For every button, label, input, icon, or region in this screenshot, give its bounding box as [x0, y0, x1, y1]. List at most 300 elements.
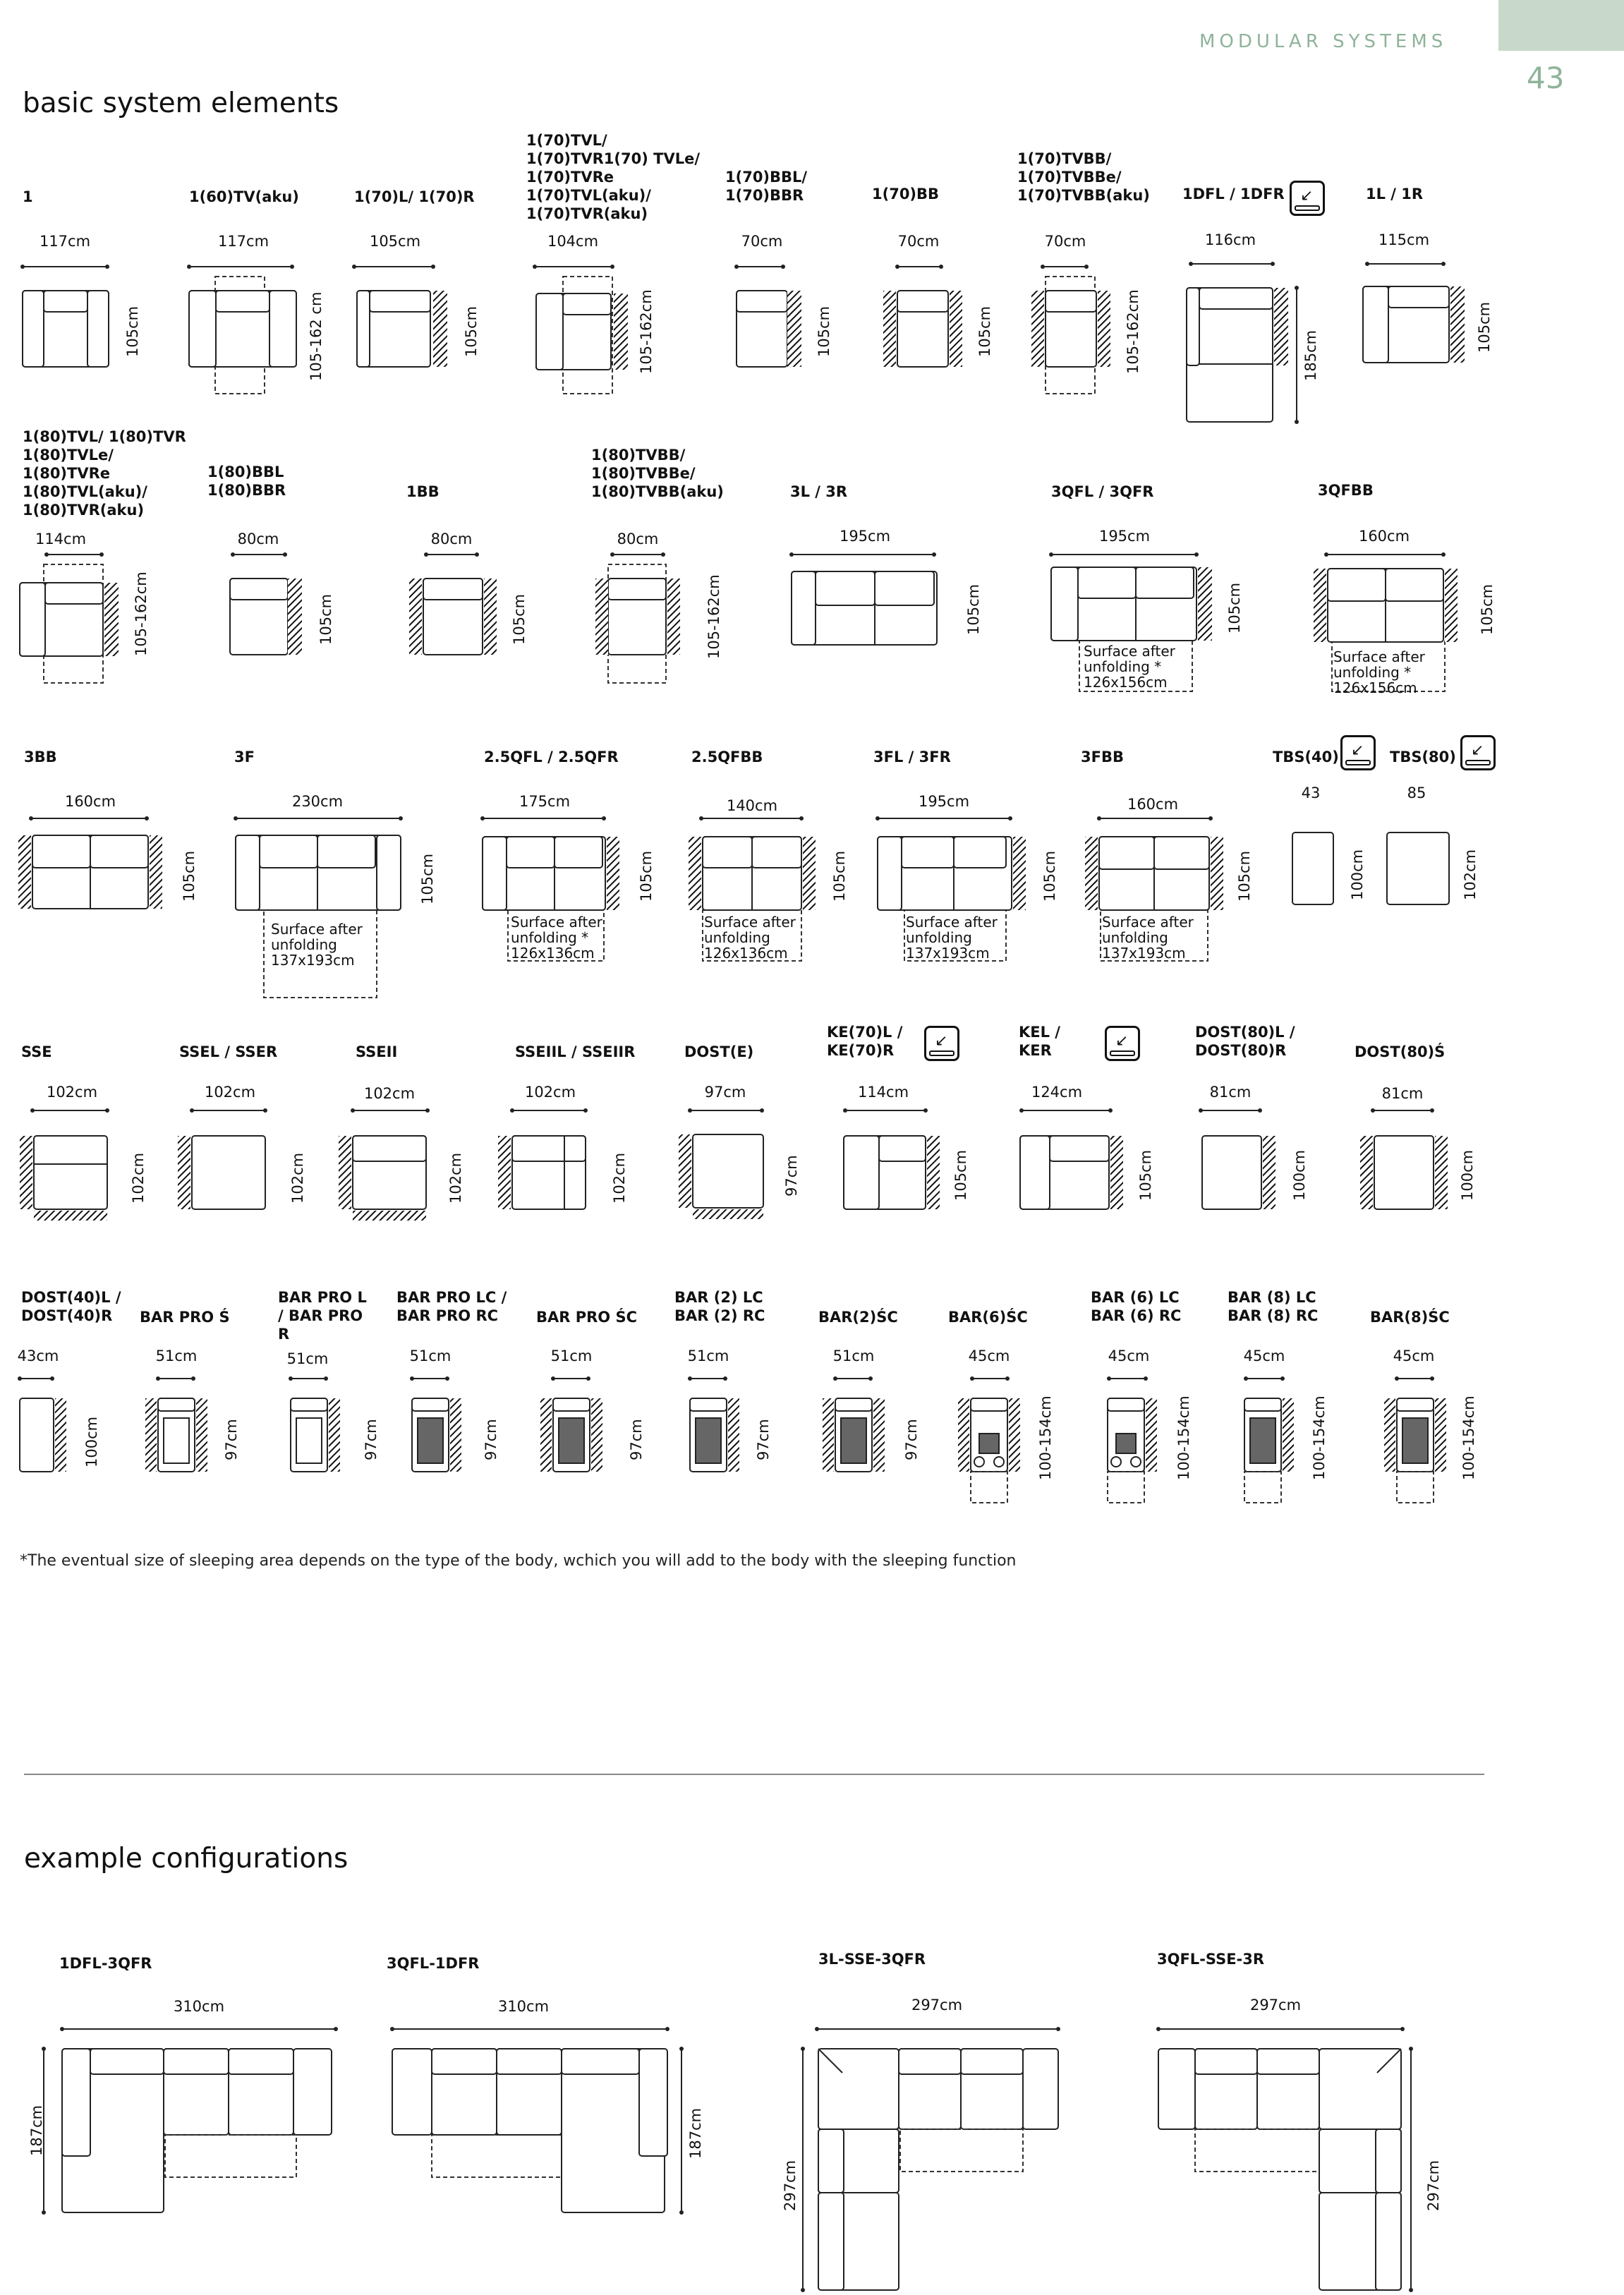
dimension-tick — [425, 1108, 430, 1113]
module-outline — [236, 835, 260, 910]
module-outline — [752, 837, 801, 868]
module-outline — [291, 1398, 327, 1411]
depth-dimension: 105cm — [181, 850, 198, 902]
element-label: DOST(E) — [684, 1043, 754, 1060]
element-label: BAR (2) LC BAR (2) RC — [674, 1289, 765, 1324]
dimension-tick — [1365, 262, 1369, 266]
dimension-tick — [105, 265, 109, 269]
width-dimension: 140cm — [726, 797, 778, 814]
open-side-hatch — [484, 579, 497, 655]
width-dimension: 70cm — [741, 233, 783, 250]
dimension-tick — [1189, 262, 1193, 266]
dimension-tick — [1005, 1376, 1010, 1381]
dimension-tick — [324, 1376, 328, 1381]
open-side-hatch — [1445, 569, 1458, 642]
bar-insert — [1402, 1418, 1428, 1463]
open-side-hatch — [1435, 1398, 1446, 1472]
sleeping-extension — [1397, 1472, 1434, 1503]
bar-insert — [696, 1418, 721, 1463]
width-dimension: 102cm — [524, 1084, 576, 1101]
dimension-tick — [105, 1108, 109, 1113]
dimension-tick — [1019, 1108, 1024, 1113]
element-label: 3FBB — [1081, 749, 1124, 765]
element-label: 3QFL / 3QFR — [1051, 483, 1154, 500]
surface-note: Surface after unfolding 137x193cm — [906, 914, 998, 962]
dimension-tick — [399, 816, 403, 820]
depth-dimension: 105cm — [1226, 582, 1243, 634]
dimension-tick — [187, 265, 191, 269]
sleeping-extension — [1108, 1472, 1144, 1503]
element-label: 1DFL / 1DFR — [1182, 186, 1285, 202]
footnote: *The eventual size of sleeping area depends on the type of the body, wchich you will add to the body with the sleeping function — [20, 1552, 1017, 1570]
depth-dimension: 102cm — [611, 1152, 628, 1204]
dimension-tick — [29, 816, 33, 820]
open-side-hatch — [409, 579, 422, 655]
sleep-function-icon: ↙ — [1460, 735, 1496, 770]
dimension-tick — [970, 1376, 974, 1381]
open-side-hatch — [614, 293, 628, 370]
width-dimension: 80cm — [237, 531, 279, 547]
module-outline — [1397, 1398, 1434, 1411]
dimension-tick — [234, 816, 238, 820]
width-dimension: 160cm — [1127, 796, 1179, 813]
dimension-tick — [1295, 420, 1299, 424]
width-dimension: 80cm — [617, 531, 659, 547]
open-side-hatch — [950, 291, 962, 367]
dimension-tick — [875, 816, 880, 820]
width-dimension: 81cm — [1209, 1084, 1252, 1101]
module-outline — [1374, 1136, 1434, 1209]
element-label: 3BB — [24, 749, 57, 765]
header-title: MODULAR SYSTEMS — [1199, 31, 1448, 52]
bar-insert — [559, 1418, 584, 1463]
width-dimension: 45cm — [1108, 1348, 1150, 1364]
element-label: 3QFL-1DFR — [387, 1955, 480, 1972]
dimension-tick — [352, 265, 356, 269]
sleeping-extension — [1244, 1472, 1281, 1503]
width-dimension: 70cm — [1044, 233, 1086, 250]
element-label: SSE — [21, 1043, 52, 1060]
element-label: 3L / 3R — [790, 483, 848, 500]
dimension-tick — [1194, 552, 1199, 557]
bar-insert — [1116, 1434, 1136, 1453]
module-outline — [1158, 2049, 1195, 2129]
dimension-tick — [1395, 1376, 1399, 1381]
dimension-tick — [410, 1376, 414, 1381]
dimension-tick — [610, 265, 614, 269]
element-label: 1(60)TV(aku) — [189, 188, 299, 205]
open-side-hatch — [1198, 567, 1212, 641]
sleeping-extension — [165, 2135, 296, 2177]
depth-dimension: 97cm — [483, 1419, 499, 1460]
module-outline — [536, 293, 563, 370]
dimension-tick — [843, 1108, 847, 1113]
sleep-function-icon: ↙ — [1290, 181, 1325, 216]
open-side-hatch — [1450, 286, 1465, 363]
module-outline — [23, 291, 44, 367]
open-side-hatch — [196, 1398, 207, 1472]
dimension-tick — [18, 1376, 22, 1381]
module-outline — [961, 2049, 1023, 2074]
module-outline — [562, 2049, 639, 2074]
module-outline — [899, 2049, 961, 2074]
element-label: BAR PRO Ś — [140, 1309, 230, 1326]
module-outline — [90, 2049, 164, 2074]
element-label: BAR(8)ŚC — [1370, 1309, 1450, 1326]
element-label: DOST(80)L / DOST(80)R — [1195, 1024, 1295, 1059]
bar-insert — [1250, 1418, 1275, 1463]
width-dimension: 45cm — [1243, 1348, 1285, 1364]
depth-dimension: 100cm — [1349, 849, 1366, 900]
element-label: 2.5QFBB — [691, 749, 763, 765]
width-dimension: 195cm — [839, 528, 891, 545]
dimension-tick — [351, 1108, 355, 1113]
width-dimension: 85 — [1407, 785, 1426, 801]
dimension-tick — [145, 816, 149, 820]
width-dimension: 175cm — [519, 793, 571, 810]
open-side-hatch — [1110, 1136, 1123, 1209]
module-outline — [555, 837, 602, 868]
open-side-hatch — [591, 1398, 602, 1472]
element-label: 3QFBB — [1318, 482, 1374, 499]
open-side-hatch — [20, 1136, 32, 1209]
dimension-tick — [156, 1376, 160, 1381]
sleeping-extension — [900, 2129, 1023, 2172]
dimension-tick — [895, 265, 899, 269]
module-outline — [1376, 2129, 1401, 2193]
depth-dimension: 105-162 cm — [308, 291, 325, 381]
module-outline — [879, 1136, 926, 1161]
surface-note: Surface after unfolding * 126x136cm — [511, 914, 602, 962]
open-side-hatch — [288, 579, 302, 655]
module-outline — [432, 2049, 497, 2074]
open-side-hatch — [607, 837, 619, 910]
dimension-tick — [815, 2027, 819, 2031]
dimension-tick — [586, 1376, 590, 1381]
width-dimension: 117cm — [39, 233, 91, 250]
dimension-tick — [699, 816, 703, 820]
width-dimension: 102cm — [204, 1084, 256, 1101]
open-side-hatch — [693, 1209, 763, 1219]
depth-dimension: 100cm — [1459, 1149, 1476, 1201]
dimension-tick — [551, 1376, 555, 1381]
dimension-tick — [510, 1108, 514, 1113]
dimension-tick — [1324, 552, 1328, 557]
dimension-tick — [190, 1108, 194, 1113]
module-outline — [1195, 2049, 1257, 2074]
dimension-tick — [480, 816, 485, 820]
module-outline — [737, 291, 787, 312]
module-outline — [1023, 2049, 1058, 2129]
module-outline — [553, 1398, 590, 1411]
element-label: 1(80)TVBB/ 1(80)TVBBe/ 1(80)TVBB(aku) — [591, 447, 724, 500]
section-title-examples: example configurations — [24, 1843, 349, 1875]
dimension-tick — [583, 1108, 588, 1113]
dimension-tick — [1400, 2027, 1405, 2031]
module-outline — [87, 291, 109, 367]
depth-dimension: 100-154cm — [1460, 1395, 1477, 1480]
dimension-tick — [1049, 552, 1053, 557]
element-label: BAR (6) LC BAR (6) RC — [1091, 1289, 1182, 1324]
width-dimension: 102cm — [363, 1085, 416, 1102]
open-side-hatch — [540, 1398, 552, 1472]
dimension-tick — [1271, 262, 1275, 266]
module-outline — [1257, 2049, 1319, 2074]
module-outline — [34, 1136, 107, 1209]
dimension-tick — [833, 1376, 837, 1381]
width-dimension: 45cm — [1393, 1348, 1435, 1364]
open-side-hatch — [787, 291, 801, 367]
open-side-hatch — [498, 1136, 511, 1209]
depth-dimension: 100-154cm — [1037, 1395, 1054, 1480]
width-dimension: 51cm — [409, 1348, 452, 1364]
element-label: 1(70)L/ 1(70)R — [354, 188, 475, 205]
module-outline — [897, 291, 948, 312]
depth-dimension: 105-162cm — [705, 574, 722, 659]
element-label: 3QFL-SSE-3R — [1157, 1951, 1265, 1968]
depth-dimension: 105cm — [511, 593, 528, 645]
dimension-tick — [263, 1108, 267, 1113]
width-dimension: 80cm — [430, 531, 473, 547]
open-side-hatch — [329, 1398, 340, 1472]
width-dimension: 230cm — [291, 793, 344, 810]
element-label: DOST(40)L / DOST(40)R — [21, 1289, 121, 1324]
module-outline — [189, 291, 216, 367]
element-label: 1(70)TVL/ 1(70)TVR1(70) TVLe/ 1(70)TVRe 1(70)TVL(aku)/ 1(70)TVR(aku) — [526, 132, 700, 222]
width-dimension: 43cm — [17, 1348, 59, 1364]
width-dimension: 115cm — [1378, 231, 1430, 248]
dimension-tick — [781, 265, 785, 269]
dimension-tick — [30, 1108, 35, 1113]
open-side-hatch — [150, 835, 162, 909]
width-dimension: 51cm — [550, 1348, 593, 1364]
dimension-tick — [723, 1376, 727, 1381]
dimension-tick — [283, 552, 287, 557]
open-side-hatch — [728, 1398, 739, 1472]
module-outline — [563, 293, 611, 315]
depth-dimension: 297cm — [1425, 2160, 1442, 2211]
open-side-hatch — [55, 1398, 66, 1472]
element-label: BAR PRO ŚC — [536, 1309, 638, 1326]
module-outline — [1387, 832, 1449, 904]
element-label: BAR(6)ŚC — [948, 1309, 1028, 1326]
dimension-tick — [475, 552, 479, 557]
dimension-tick — [801, 2288, 805, 2292]
module-outline — [20, 583, 45, 656]
open-side-hatch — [595, 579, 608, 655]
element-label: 1(80)TVL/ 1(80)TVR 1(80)TVLe/ 1(80)TVRe 1(80)TVL(aku)/ 1(80)TVR(aku) — [23, 428, 186, 519]
dimension-tick — [424, 552, 428, 557]
module-outline — [216, 291, 269, 312]
module-outline — [816, 571, 875, 605]
depth-dimension: 187cm — [687, 2107, 704, 2159]
module-outline — [1154, 837, 1209, 869]
bar-insert — [296, 1418, 322, 1463]
dimension-tick — [44, 552, 49, 557]
open-side-hatch — [958, 1398, 969, 1472]
dimension-tick — [1107, 1376, 1111, 1381]
depth-dimension: 100cm — [1291, 1149, 1308, 1201]
dimension-tick — [679, 2047, 684, 2051]
depth-dimension: 105cm — [965, 583, 982, 635]
depth-dimension: 105cm — [638, 850, 655, 902]
module-outline — [1078, 567, 1136, 598]
open-side-hatch — [689, 837, 701, 910]
surface-note: Surface after unfolding 137x193cm — [271, 921, 363, 969]
open-side-hatch — [1283, 1398, 1294, 1472]
cup-holder — [1111, 1457, 1121, 1467]
dimension-tick — [290, 265, 294, 269]
open-side-hatch — [18, 835, 31, 909]
open-side-hatch — [1211, 837, 1223, 910]
width-dimension: 160cm — [64, 793, 116, 810]
element-label: 3FL / 3FR — [873, 749, 951, 765]
dimension-tick — [679, 2210, 684, 2215]
sleeping-extension — [971, 1472, 1007, 1503]
element-label: 1(80)BBL 1(80)BBR — [207, 464, 286, 499]
open-side-hatch — [883, 291, 896, 367]
module-outline — [1202, 1136, 1261, 1209]
open-side-hatch — [667, 579, 680, 655]
dimension-tick — [868, 1376, 873, 1381]
surface-note: Surface after unfolding * 126x156cm — [1333, 648, 1425, 696]
element-label: SSEIIL / SSEIIR — [515, 1043, 636, 1060]
element-label: 1(70)BBL/ 1(70)BBR — [725, 169, 808, 204]
dimension-tick — [390, 2027, 394, 2031]
depth-dimension: 105-162cm — [638, 289, 655, 374]
module-outline — [693, 1134, 763, 1208]
element-label: KE(70)L / KE(70)R — [827, 1024, 903, 1059]
surface-note: Surface after unfolding * 126x156cm — [1084, 643, 1175, 691]
dimension-tick — [99, 552, 104, 557]
module-outline — [1020, 1136, 1050, 1209]
open-side-hatch — [145, 1398, 157, 1472]
module-outline — [62, 2049, 90, 2156]
width-dimension: 310cm — [497, 1998, 550, 2015]
dimension-tick — [50, 1376, 54, 1381]
dimension-tick — [1084, 265, 1089, 269]
sleep-function-icon: ↙ — [924, 1026, 959, 1061]
dimension-tick — [1441, 552, 1446, 557]
dimension-tick — [1008, 816, 1012, 820]
module-outline — [45, 583, 103, 604]
depth-dimension: 102cm — [130, 1152, 147, 1204]
sleep-function-icon: ↙ — [1105, 1026, 1140, 1061]
depth-dimension: 105cm — [952, 1149, 969, 1201]
depth-dimension: 105cm — [1476, 301, 1493, 353]
page-number: 43 — [1527, 61, 1565, 95]
module-outline — [1376, 2193, 1401, 2290]
open-side-hatch — [803, 837, 816, 910]
depth-dimension: 105-162cm — [133, 571, 150, 656]
width-dimension: 97cm — [704, 1084, 746, 1101]
module-outline — [1046, 291, 1096, 312]
dimension-tick — [665, 2027, 669, 2031]
dimension-tick — [1441, 262, 1446, 266]
module-outline — [639, 2049, 667, 2156]
module-outline — [229, 2049, 293, 2074]
module-outline — [875, 571, 934, 605]
width-dimension: 297cm — [1249, 1997, 1302, 2014]
module-outline — [44, 291, 87, 312]
module-outline — [818, 2129, 844, 2193]
element-label: TBS(80) — [1390, 749, 1456, 765]
dimension-tick — [334, 2027, 338, 2031]
depth-dimension: 105cm — [816, 305, 832, 357]
module-outline — [412, 1398, 449, 1411]
dimension-tick — [1199, 1108, 1203, 1113]
module-outline — [353, 1136, 426, 1161]
module-outline — [792, 571, 816, 645]
dimension-tick — [760, 1108, 764, 1113]
module-outline — [1099, 837, 1154, 869]
width-dimension: 116cm — [1204, 231, 1256, 248]
module-outline — [690, 1398, 727, 1411]
open-side-hatch — [353, 1211, 426, 1221]
surface-note: Surface after unfolding 137x193cm — [1102, 914, 1194, 962]
element-label: SSEII — [356, 1043, 398, 1060]
depth-dimension: 105cm — [124, 305, 141, 357]
open-side-hatch — [1435, 1136, 1448, 1209]
depth-dimension: 105cm — [419, 853, 436, 904]
module-outline — [954, 837, 1006, 868]
module-outline — [703, 837, 752, 868]
open-side-hatch — [873, 1398, 885, 1472]
module-outline — [1187, 288, 1199, 365]
open-side-hatch — [1098, 291, 1110, 367]
width-dimension: 160cm — [1358, 528, 1410, 545]
width-dimension: 51cm — [687, 1348, 729, 1364]
module-outline — [844, 1136, 879, 1209]
module-outline — [507, 837, 555, 868]
element-label: 1(70)BB — [872, 186, 940, 202]
width-dimension: 124cm — [1031, 1084, 1083, 1101]
module-outline — [818, 2193, 844, 2290]
module-outline — [357, 291, 370, 367]
open-side-hatch — [104, 583, 119, 656]
module-outline — [1108, 1398, 1144, 1411]
element-label: BAR(2)ŚC — [818, 1309, 898, 1326]
module-outline — [1363, 286, 1388, 363]
dimension-tick — [191, 1376, 195, 1381]
open-side-hatch — [1274, 288, 1288, 365]
module-outline — [1388, 286, 1449, 308]
element-label: 3F — [234, 749, 255, 765]
dimension-tick — [1409, 2288, 1413, 2292]
dimension-tick — [533, 265, 537, 269]
module-outline — [497, 2049, 562, 2074]
dimension-tick — [1258, 1108, 1262, 1113]
module-outline — [230, 579, 288, 600]
dimension-tick — [1097, 816, 1101, 820]
width-dimension: 81cm — [1381, 1085, 1424, 1102]
dimension-tick — [1295, 286, 1299, 290]
module-outline — [835, 1398, 872, 1411]
dimension-tick — [610, 552, 614, 557]
module-outline — [512, 1136, 586, 1161]
module-outline — [608, 579, 666, 600]
module-outline — [260, 835, 317, 868]
depth-dimension: 97cm — [223, 1419, 240, 1460]
element-label: 2.5QFL / 2.5QFR — [484, 749, 619, 765]
element-label: 3L-SSE-3QFR — [818, 1951, 926, 1968]
module-outline — [1136, 567, 1194, 598]
open-side-hatch — [1146, 1398, 1157, 1472]
dimension-tick — [42, 2047, 46, 2051]
element-label: BAR (8) LC BAR (8) RC — [1228, 1289, 1319, 1324]
width-dimension: 102cm — [46, 1084, 98, 1101]
open-side-hatch — [339, 1136, 351, 1209]
